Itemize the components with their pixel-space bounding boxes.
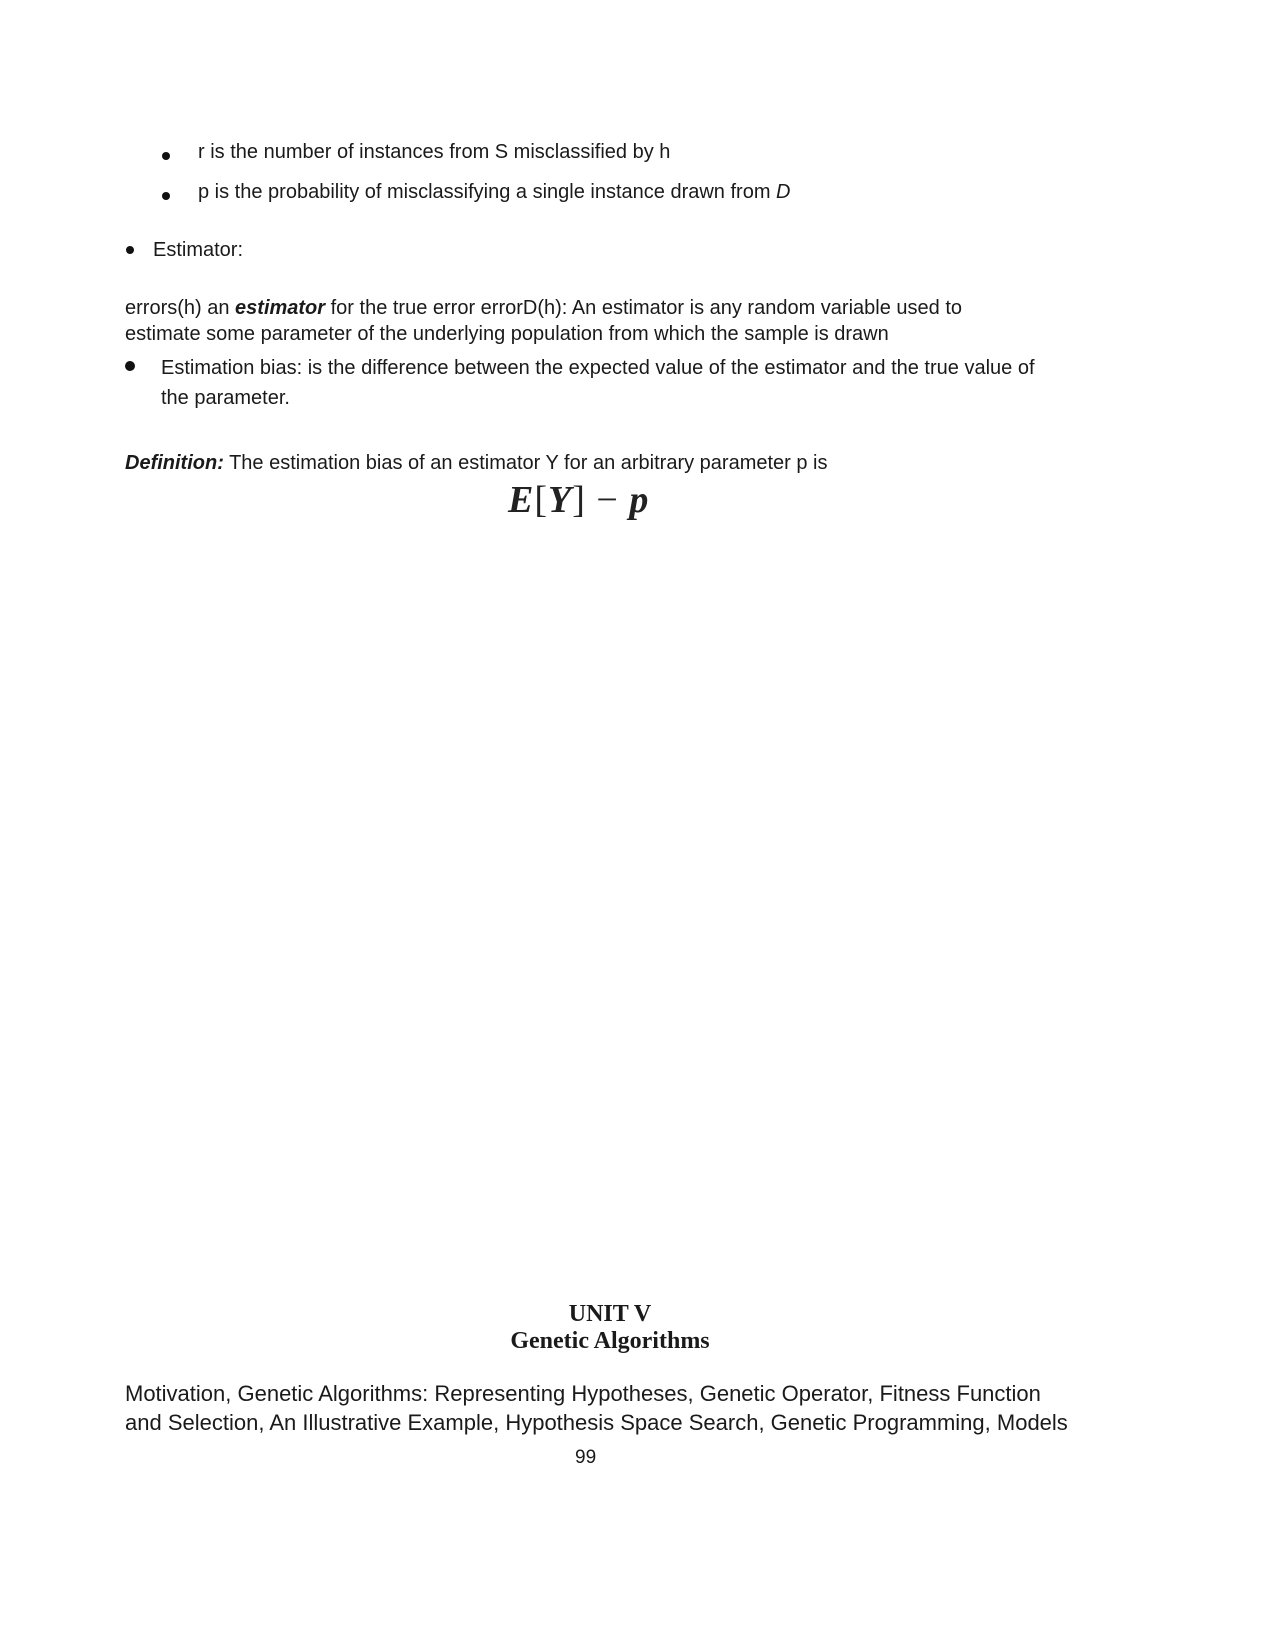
bias-formula: [508, 478, 649, 522]
estimator-paragraph-line2: estimate some parameter of the underlying population from which the sample is drawn: [125, 323, 889, 345]
formula-p: p: [629, 479, 650, 521]
sub-bullet-p-emphasis: D: [776, 181, 791, 203]
unit-title: UNIT V: [568, 1301, 652, 1327]
formula-bracket: [: [534, 479, 549, 521]
formula-y: Y: [548, 479, 573, 521]
page-number: 99: [575, 1447, 597, 1468]
formula-e: E: [508, 479, 535, 521]
bullet-dot: [125, 361, 135, 371]
syllabus-line1: Motivation, Genetic Algorithms: Representing Hypotheses, Genetic Operator, Fitness Function: [125, 1381, 1041, 1406]
formula-bracket: ]: [572, 479, 586, 521]
estimator-text: errors(h) an: [125, 297, 236, 319]
bullet-dot: [126, 246, 134, 254]
definition-label: Definition:: [125, 452, 224, 474]
bullet-dot: [162, 152, 170, 160]
formula-minus: −: [585, 479, 630, 521]
estimator-paragraph-line1: [125, 296, 962, 320]
sub-bullet-r: r is the number of instances from S misclassified by h: [198, 141, 671, 163]
estimator-term: estimator: [235, 297, 326, 319]
definition-text: The estimation bias of an estimator Y for an arbitrary parameter p is: [223, 452, 828, 474]
sub-bullet-p: [198, 180, 791, 204]
bias-bullet-line1: Estimation bias: is the difference between the expected value of the estimator and the true value of: [161, 357, 1035, 379]
syllabus-line2: and Selection, An Illustrative Example, Hypothesis Space Search, Genetic Programming, Models: [125, 1410, 1068, 1435]
unit-subtitle: Genetic Algorithms: [510, 1328, 710, 1354]
bias-bullet-line2: the parameter.: [161, 387, 290, 409]
estimator-text: for the true error errorD(h): An estimator is any random variable used to: [325, 297, 962, 319]
bullet-dot: [162, 192, 170, 200]
definition-line: [125, 451, 828, 475]
sub-bullet-p-text: p is the probability of misclassifying a single instance drawn from: [198, 181, 777, 203]
estimator-bullet: Estimator:: [153, 239, 244, 261]
